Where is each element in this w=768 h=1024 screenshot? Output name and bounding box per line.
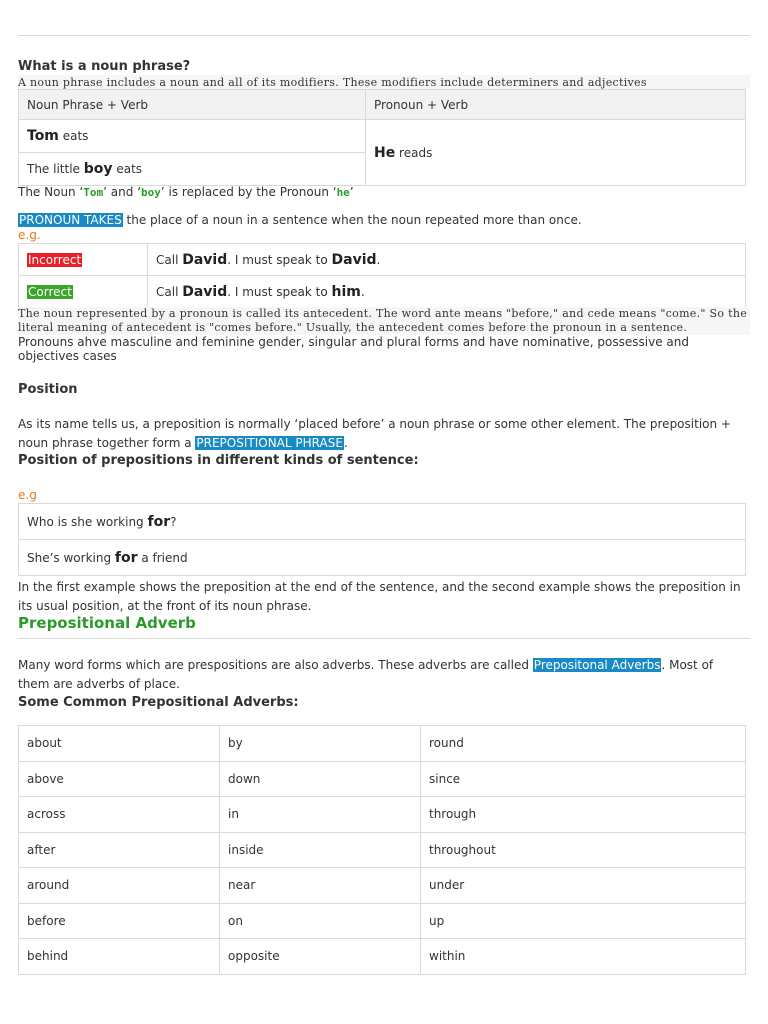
table-row [19, 726, 746, 762]
code-boy: boy [141, 186, 161, 199]
table-row [19, 832, 746, 868]
table-header-noun-phrase: Noun Phrase + Verb [19, 90, 366, 120]
code-he: he [336, 186, 350, 199]
adverb-cell: in [220, 797, 421, 833]
adverb-cell: through [421, 797, 746, 833]
adverb-cell: on [220, 903, 421, 939]
adverb-cell: opposite [220, 939, 421, 975]
preposition-for: for [114, 549, 138, 566]
eg-label-2: e.g [18, 488, 37, 502]
highlight-prepositional-phrase: PREPOSITIONAL PHRASE [196, 436, 343, 450]
adverb-cell: round [421, 726, 746, 762]
section-divider [18, 638, 750, 639]
adverb-cell: since [421, 761, 746, 797]
prepositional-adverb-title: Prepositional Adverb [18, 614, 196, 632]
name-david: David [182, 251, 228, 268]
adverb-cell: near [220, 868, 421, 904]
name-david: David [182, 283, 228, 300]
table-cell [148, 244, 746, 276]
antecedent-paragraph: The noun represented by a pronoun is called its antecedent. The word ante means "before," and cede means "come." So the literal meaning of antecedent is "comes before." Usually, the antecedent comes before the pronoun in a sentence. [18, 307, 750, 335]
adverb-cell: up [421, 903, 746, 939]
verb-eats: eats [62, 129, 89, 143]
incorrect-badge: Incorrect [28, 252, 82, 267]
text: ’ [349, 185, 354, 199]
text: . [360, 284, 365, 299]
text: . [376, 252, 381, 267]
position-heading: Position [18, 382, 78, 397]
adverb-cell: around [19, 868, 220, 904]
table-cell-pronoun [366, 120, 746, 186]
eg-label: e.g. [18, 228, 41, 242]
noun-phrase-heading: What is a noun phrase? [18, 59, 191, 74]
table-cell [19, 504, 746, 540]
adverb-cell: behind [19, 939, 220, 975]
text: Call [156, 252, 183, 267]
highlight-pronoun-takes: PRONOUN TAKES [19, 213, 122, 227]
table-row [19, 761, 746, 797]
pronoun-takes-line [18, 213, 582, 227]
table-row [19, 903, 746, 939]
pronoun-he: He [374, 144, 396, 161]
adverb-cell: down [220, 761, 421, 797]
verb-reads: reads [399, 145, 433, 160]
noun-boy: boy [83, 161, 113, 177]
top-divider [18, 35, 750, 36]
preposition-examples-table [18, 503, 746, 576]
table-cell [148, 276, 746, 308]
code-tom: Tom [83, 186, 104, 199]
text: . [343, 436, 348, 450]
text: As its name tells us, a preposition is normally ‘placed before’ a noun phrase or some other element. The preposition + noun phrase together form a [18, 417, 731, 450]
text-the-little: The little [27, 162, 80, 176]
text: Who is she working [27, 514, 148, 529]
text: ? [170, 514, 177, 529]
text: She’s working [27, 550, 115, 565]
table-row [19, 868, 746, 904]
table-header-pronoun: Pronoun + Verb [366, 90, 746, 120]
replacement-note [18, 185, 354, 199]
table-row [19, 797, 746, 833]
pronoun-him: him [331, 283, 361, 300]
adverb-cell: under [421, 868, 746, 904]
correct-incorrect-table [18, 243, 746, 308]
adverb-cell: about [19, 726, 220, 762]
text: . I must speak to [227, 252, 332, 267]
text: Many word forms which are prespositions are also adverbs. These adverbs are called [18, 658, 533, 672]
correct-badge: Correct [28, 284, 72, 299]
adverb-cell: above [19, 761, 220, 797]
adverb-cell: throughout [421, 832, 746, 868]
preposition-for: for [147, 513, 171, 530]
table-row [19, 939, 746, 975]
name-david: David [331, 251, 377, 268]
position-paragraph [18, 415, 742, 453]
highlight-prepositional-adverbs: Prepositonal Adverbs [533, 658, 661, 672]
adverb-cell: across [19, 797, 220, 833]
text: . I must speak to [227, 284, 332, 299]
noun-phrase-table [18, 89, 746, 186]
adverb-cell: inside [220, 832, 421, 868]
table-cell [19, 276, 148, 308]
noun-phrase-intro: A noun phrase includes a noun and all of its modifiers. These modifiers include determiners and adjectives [18, 75, 750, 89]
adverb-cell: by [220, 726, 421, 762]
text: ’ is replaced by the Pronoun ‘ [160, 185, 337, 199]
text: The Noun ‘ [18, 185, 84, 199]
text: Call [156, 284, 183, 299]
text: . Most of them are adverbs of place. [18, 658, 714, 691]
adverb-list-heading: Some Common Prepositional Adverbs: [18, 695, 299, 710]
adverb-cell: before [19, 903, 220, 939]
text: the place of a noun in a sentence when the noun repeated more than once. [122, 213, 582, 227]
adverb-cell: within [421, 939, 746, 975]
table-cell [19, 540, 746, 576]
table-cell [19, 153, 366, 186]
adverb-cell: after [19, 832, 220, 868]
adverb-paragraph [18, 656, 742, 694]
text: ’ and ‘ [103, 185, 142, 199]
pronoun-forms-paragraph: Pronouns ahve masculine and feminine gender, singular and plural forms and have nominative, possessive and objectives cases [18, 335, 689, 363]
prepositional-adverbs-table [18, 725, 746, 975]
text: a friend [137, 550, 188, 565]
verb-eats-2: eats [116, 162, 143, 176]
examples-explanation: In the first example shows the preposition at the end of the sentence, and the second example shows the preposition in its usual position, at the front of its noun phrase. [18, 580, 741, 613]
noun-tom: Tom [27, 128, 59, 144]
table-cell [19, 244, 148, 276]
table-cell [19, 120, 366, 153]
position-subheading: Position of prepositions in different kinds of sentence: [18, 453, 419, 468]
